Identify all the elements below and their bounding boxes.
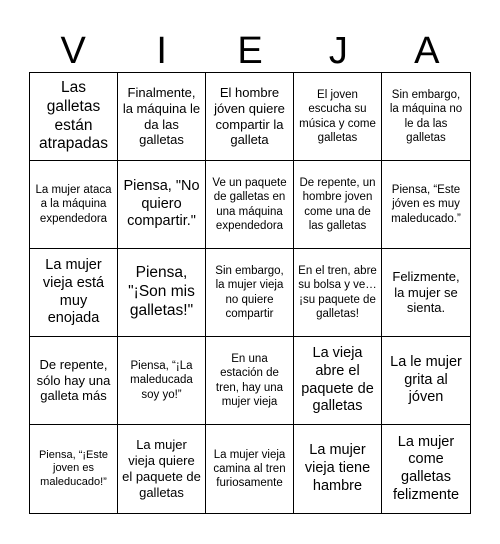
bingo-cell-r2-c3[interactable]: Ve un paquete de galletas en una máquina expendedora [206,161,294,249]
bingo-cell-r1-c2[interactable]: Finalmente, la máquina le da las galletas [118,73,206,161]
bingo-cell-r4-c5[interactable]: La le mujer grita al jóven [382,337,470,425]
bingo-cell-r3-c1[interactable]: La mujer vieja está muy enojada [30,249,118,337]
bingo-cell-r4-c4[interactable]: La vieja abre el paquete de galletas [294,337,382,425]
bingo-board [29,72,471,514]
header-letter-i: I [156,30,167,72]
bingo-cell-r3-c2[interactable]: Piensa, "¡Son mis galletas!" [118,249,206,337]
bingo-cell-r4-c2[interactable]: Piensa, “¡La maleducada soy yo!” [118,337,206,425]
bingo-cell-r2-c2[interactable]: Piensa, "No quiero compartir." [118,161,206,249]
bingo-header [29,30,471,72]
bingo-cell-r5-c1[interactable]: Piensa, “¡Este joven es maleducado!” [30,425,118,513]
bingo-cell-r3-c4[interactable]: En el tren, abre su bolsa y ve… ¡su paquete de galletas! [294,249,382,337]
bingo-cell-r3-c5[interactable]: Felizmente, la mujer se sienta. [382,249,470,337]
bingo-cell-r1-c3[interactable]: El hombre jóven quiere compartir la galleta [206,73,294,161]
bingo-cell-r3-c3[interactable]: Sin embargo, la mujer vieja no quiere compartir [206,249,294,337]
bingo-cell-r1-c4[interactable]: El joven escucha su música y come galletas [294,73,382,161]
bingo-cell-r5-c3[interactable]: La mujer vieja camina al tren furiosamente [206,425,294,513]
bingo-cell-r4-c1[interactable]: De repente, sólo hay una galleta más [30,337,118,425]
bingo-cell-r5-c2[interactable]: La mujer vieja quiere el paquete de galletas [118,425,206,513]
bingo-cell-r5-c5[interactable]: La mujer come galletas felizmente [392,433,460,503]
bingo-cell-r1-c5[interactable]: Sin embargo, la máquina no le da las galletas [382,73,470,161]
header-letter-v: V [60,30,86,72]
header-letter-j: J [328,30,348,72]
bingo-cell-r2-c4[interactable]: De repente, un hombre joven come una de las galletas [294,161,382,249]
header-letter-a: A [414,30,440,72]
bingo-cell-r2-c5[interactable]: Piensa, “Este jóven es muy maleducado.” [382,161,470,249]
bingo-cell-r5-c4[interactable]: La mujer vieja tiene hambre [294,425,382,513]
bingo-cell-r2-c1[interactable]: La mujer ataca a la máquina expendedora [30,161,118,249]
bingo-cell-r1-c1[interactable]: Las galletas están atrapadas [30,73,118,161]
header-letter-e: E [237,30,263,72]
bingo-cell-r4-c3[interactable]: En una estación de tren, hay una mujer vieja [206,337,294,425]
